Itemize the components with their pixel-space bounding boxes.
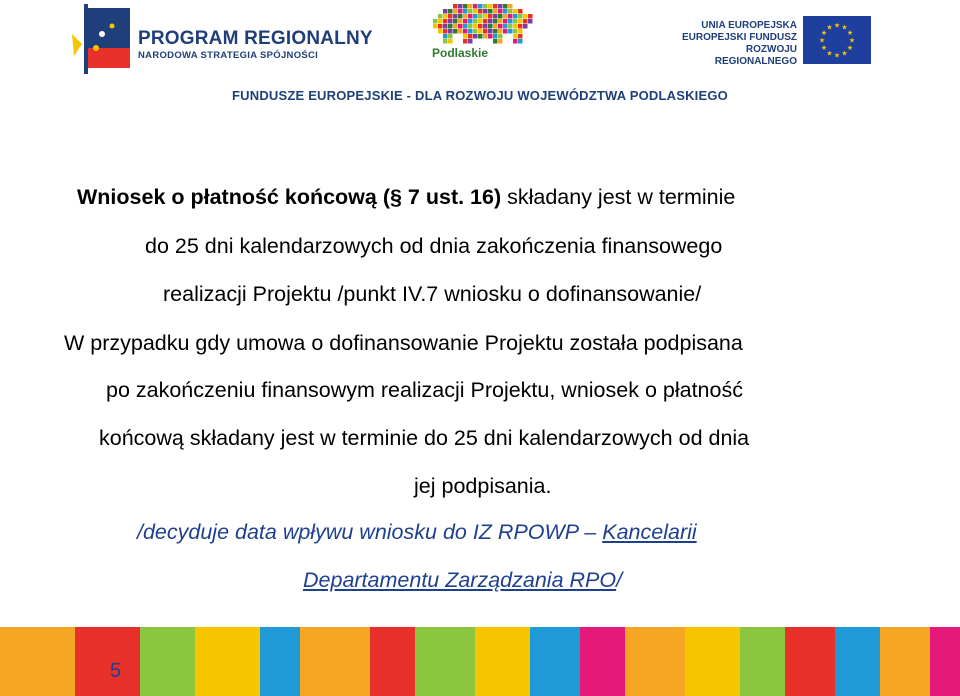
text-line-5: po zakończeniu finansowym realizacji Projektu, wniosek o płatność (106, 378, 743, 402)
strip-segment (370, 627, 415, 696)
svg-text:★: ★ (833, 52, 841, 60)
eu-logo (675, 14, 875, 74)
program-subtitle: NARODOWA STRATEGIA SPÓJNOŚCI (138, 50, 319, 61)
strip-segment (785, 627, 835, 696)
svg-text:★: ★ (820, 30, 828, 37)
strip-segment (880, 627, 930, 696)
svg-text:★: ★ (841, 50, 848, 58)
color-strip (0, 627, 960, 696)
text-line-8 (137, 519, 697, 545)
program-title: PROGRAM REGIONALNY (138, 28, 373, 49)
eu-text (675, 20, 797, 68)
strip-segment (685, 627, 740, 696)
text-line-3: realizacji Projektu /punkt IV.7 wniosku o dofinansowanie/ (163, 282, 702, 306)
strip-segment (475, 627, 530, 696)
strip-segment (260, 627, 300, 696)
text-line-2: do 25 dni kalendarzowych od dnia zakończenia finansowego (145, 234, 723, 258)
strip-segment (300, 627, 370, 696)
kancelarii-link[interactable]: Kancelarii (602, 520, 697, 544)
strip-segment (740, 627, 785, 696)
text-line-1 (77, 184, 735, 210)
strip-segment (0, 627, 75, 696)
strip-segment (140, 627, 195, 696)
strip-segment (835, 627, 880, 696)
page-number: 5 (110, 660, 122, 682)
strip-segment (930, 627, 960, 696)
text-line-4: W przypadku gdy umowa o dofinansowanie Projektu została podpisana (64, 331, 743, 355)
program-regionalny-logo (70, 4, 373, 76)
text-line-1-rest: składany jest w terminie (501, 185, 736, 209)
text-line-7: jej podpisania. (414, 474, 552, 498)
text-line-1-bold: Wniosek o płatność końcową (§ 7 ust. 16) (77, 185, 502, 209)
text-line-6: końcową składany jest w terminie do 25 dni kalendarzowych od dnia (99, 426, 750, 450)
eu-flag-icon (803, 16, 871, 64)
svg-text:★: ★ (833, 22, 841, 30)
svg-text:★: ★ (826, 50, 833, 58)
text-line-9 (303, 567, 622, 593)
text-line-8-pre: /decyduje data wpływu wniosku do IZ RPOWP – (137, 520, 603, 544)
eu-line-2: EUROPEJSKI FUNDUSZ (681, 32, 797, 43)
tagline: FUNDUSZE EUROPEJSKIE - DLA ROZWOJU WOJEWÓDZTWA PODLASKIEGO (232, 88, 728, 103)
strip-segment (625, 627, 685, 696)
podlaskie-logo (428, 4, 538, 78)
svg-text:★: ★ (820, 45, 828, 52)
strip-segment (580, 627, 625, 696)
region-label: Podlaskie (432, 46, 489, 60)
strip-segment (195, 627, 260, 696)
strip-segment (415, 627, 475, 696)
eu-line-1: UNIA EUROPEJSKA (701, 20, 797, 31)
strip-segment (530, 627, 580, 696)
departament-link[interactable]: Departamentu Zarządzania RPO (303, 568, 617, 592)
svg-text:★: ★ (826, 24, 833, 32)
svg-text:★: ★ (841, 24, 848, 32)
svg-text:★: ★ (848, 37, 856, 45)
svg-text:★: ★ (818, 37, 826, 45)
eu-line-3: ROZWOJU REGIONALNEGO (714, 44, 797, 67)
svg-text:★: ★ (846, 30, 854, 37)
flag-logo-icon (70, 4, 132, 74)
strip-segment (75, 627, 140, 696)
svg-text:★: ★ (846, 45, 854, 52)
text-line-9-post: / (616, 568, 623, 592)
